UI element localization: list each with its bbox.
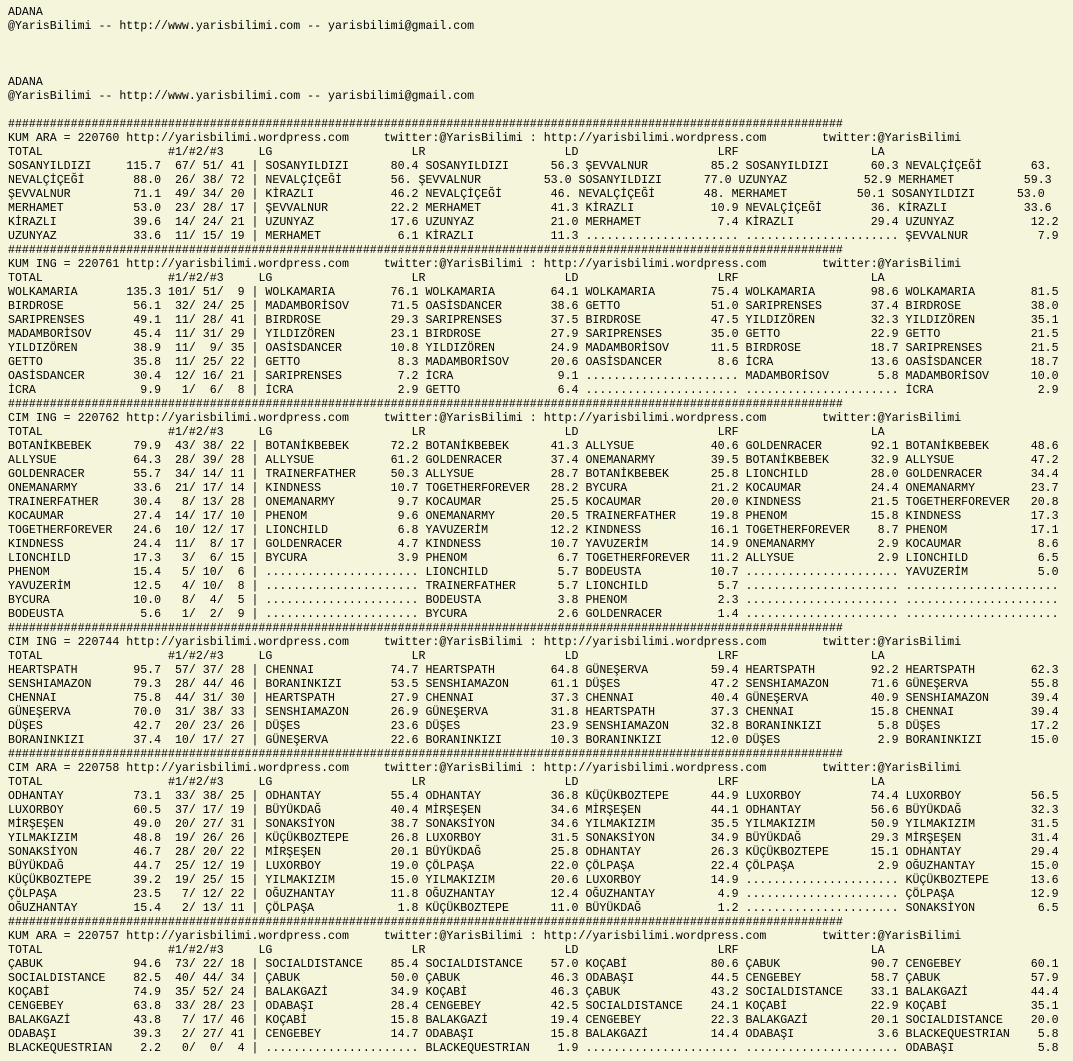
text-line: BÜYÜKDAĞ 44.7 25/ 12/ 19 | LUXORBOY 19.0 ÇÖLPAŞA 22.0 ÇÖLPAŞA 22.4 ÇÖLPAŞA 2.9 OĞUZHANTAY 15.0 <box>8 860 1059 873</box>
text-line: ######################################################################################################################## <box>8 916 843 929</box>
text-line: SOCIALDISTANCE 82.5 40/ 44/ 34 | ÇABUK 50.0 ÇABUK 46.3 ODABAŞI 44.5 CENGEBEY 58.7 ÇABUK 57.9 <box>8 972 1059 985</box>
text-line: HEARTSPATH 95.7 57/ 37/ 28 | CHENNAI 74.7 HEARTSPATH 64.8 GÜNEŞERVA 59.4 HEARTSPATH 92.2 HEARTSPATH 62.3 <box>8 664 1059 677</box>
text-line: CIM ING = 220762 http://yarisbilimi.wordpress.com twitter:@YarisBilimi : http://yarisbilimi.wordpress.com twitter:@YarisBilimi <box>8 412 962 425</box>
text-line: TOTAL #1/#2/#3 LG LR LD LRF LA <box>8 272 885 285</box>
text-line: LIONCHILD 17.3 3/ 6/ 15 | BYCURA 3.9 PHENOM 6.7 TOGETHERFOREVER 11.2 ALLYSUE 2.9 LIONCHILD 6.5 <box>8 552 1059 565</box>
text-line: PHENOM 15.4 5/ 10/ 6 | ...................... LIONCHILD 5.7 BODEUSTA 10.7 ...................... YAVUZERİM 5.0 <box>8 566 1059 579</box>
text-line: BALAKGAZİ 43.8 7/ 17/ 46 | KOÇABİ 15.8 BALAKGAZİ 19.4 CENGEBEY 22.3 BALAKGAZİ 20.1 SOCIALDISTANCE 20.0 <box>8 1014 1059 1027</box>
text-line: GETTO 35.8 11/ 25/ 22 | GETTO 8.3 MADAMBORİSOV 20.6 OASİSDANCER 8.6 İCRA 13.6 OASİSDANCER 18.7 <box>8 356 1059 369</box>
text-line: ALLYSUE 64.3 28/ 39/ 28 | ALLYSUE 61.2 GOLDENRACER 37.4 ONEMANARMY 39.5 BOTANİKBEBEK 32.9 ALLYSUE 47.2 <box>8 454 1059 467</box>
text-line: ŞEVVALNUR 71.1 49/ 34/ 20 | KİRAZLI 46.2 NEVALÇİÇEĞİ 46. NEVALÇİÇEĞİ 48. MERHAMET 50.1 SOSANYILDIZI 53.0 <box>8 188 1045 201</box>
text-line: SOSANYILDIZI 115.7 67/ 51/ 41 | SOSANYILDIZI 80.4 SOSANYILDIZI 56.3 ŞEVVALNUR 85.2 SOSANYILDIZI 60.3 NEVALÇİÇEĞİ 63. <box>8 160 1052 173</box>
text-line: CIM ING = 220744 http://yarisbilimi.wordpress.com twitter:@YarisBilimi : http://yarisbilimi.wordpress.com twitter:@YarisBilimi <box>8 636 962 649</box>
text-line: ODABAŞI 39.3 2/ 27/ 41 | CENGEBEY 14.7 ODABAŞI 15.8 BALAKGAZİ 14.4 ODABAŞI 3.6 BLACKEQUESTRIAN 5.8 <box>8 1028 1059 1041</box>
text-line: CIM ARA = 220758 http://yarisbilimi.wordpress.com twitter:@YarisBilimi : http://yarisbilimi.wordpress.com twitter:@YarisBilimi <box>8 762 962 775</box>
text-line: ######################################################################################################################## <box>8 748 843 761</box>
text-line: YILDIZÖREN 38.9 11/ 9/ 35 | OASİSDANCER 10.8 YILDIZÖREN 24.9 MADAMBORİSOV 11.5 BIRDROSE 18.7 SARIPRENSES 21.5 <box>8 342 1059 355</box>
text-line: YILMAKIZIM 48.8 19/ 26/ 26 | KÜÇÜKBOZTEPE 26.8 LUXORBOY 31.5 SONAKSİYON 34.9 BÜYÜKDAĞ 29.3 MİRŞEŞEN 31.4 <box>8 832 1059 845</box>
text-line: TOTAL #1/#2/#3 LG LR LD LRF LA <box>8 944 885 957</box>
text-line: TRAINERFATHER 30.4 8/ 13/ 28 | ONEMANARMY 9.7 KOCAUMAR 25.5 KOCAUMAR 20.0 KINDNESS 21.5 TOGETHERFOREVER 20.8 <box>8 496 1059 509</box>
text-line: KOCAUMAR 27.4 14/ 17/ 10 | PHENOM 9.6 ONEMANARMY 20.5 TRAINERFATHER 19.8 PHENOM 15.8 KINDNESS 17.3 <box>8 510 1059 523</box>
text-line: MERHAMET 53.0 23/ 28/ 17 | ŞEVVALNUR 22.2 MERHAMET 41.3 KİRAZLI 10.9 NEVALÇİÇEĞİ 36. KİRAZLI 33.6 <box>8 202 1052 215</box>
text-line <box>8 62 1059 76</box>
text-line: @YarisBilimi -- http://www.yarisbilimi.com -- yarisbilimi@gmail.com <box>8 90 475 103</box>
text-line: UZUNYAZ 33.6 11/ 15/ 19 | MERHAMET 6.1 KİRAZLI 11.3 ...................... ...................... ŞEVVALNUR 7.9 <box>8 230 1059 243</box>
text-line: ADANA <box>8 6 43 19</box>
text-line: GÜNEŞERVA 70.0 31/ 38/ 33 | SENSHIAMAZON 26.9 GÜNEŞERVA 31.8 HEARTSPATH 37.3 CHENNAI 15.8 CHENNAI 39.4 <box>8 706 1059 719</box>
text-line: ######################################################################################################################## <box>8 398 843 411</box>
text-line: KÜÇÜKBOZTEPE 39.2 19/ 25/ 15 | YILMAKIZIM 15.0 YILMAKIZIM 20.6 LUXORBOY 14.9 ...................... KÜÇÜKBOZTEPE 13.6 <box>8 874 1059 887</box>
text-line: ONEMANARMY 33.6 21/ 17/ 14 | KINDNESS 10.7 TOGETHERFOREVER 28.2 BYCURA 21.2 KOCAUMAR 24.4 ONEMANARMY 23.7 <box>8 482 1059 495</box>
text-line: TOTAL #1/#2/#3 LG LR LD LRF LA <box>8 776 885 789</box>
text-line: BODEUSTA 5.6 1/ 2/ 9 | ...................... BYCURA 2.6 GOLDENRACER 1.4 ...................... ...................... <box>8 608 1059 621</box>
text-line: İCRA 9.9 1/ 6/ 8 | İCRA 2.9 GETTO 6.4 ...................... ...................... İCRA 2.9 <box>8 384 1059 397</box>
text-line: TOTAL #1/#2/#3 LG LR LD LRF LA <box>8 650 885 663</box>
text-line <box>8 48 1059 62</box>
text-line: KINDNESS 24.4 11/ 8/ 17 | GOLDENRACER 4.7 KINDNESS 10.7 YAVUZERİM 14.9 ONEMANARMY 2.9 KOCAUMAR 8.6 <box>8 538 1059 551</box>
text-line: OASİSDANCER 30.4 12/ 16/ 21 | SARIPRENSES 7.2 İCRA 9.1 ...................... MADAMBORİSOV 5.8 MADAMBORİSOV 10.0 <box>8 370 1059 383</box>
text-line: KUM ING = 220761 http://yarisbilimi.wordpress.com twitter:@YarisBilimi : http://yarisbilimi.wordpress.com twitter:@YarisBilimi <box>8 258 962 271</box>
text-line: TOTAL #1/#2/#3 LG LR LD LRF LA <box>8 146 885 159</box>
text-line: SONAKSİYON 46.7 28/ 20/ 22 | MİRŞEŞEN 20.1 BÜYÜKDAĞ 25.8 ODHANTAY 26.3 KÜÇÜKBOZTEPE 15.1 ODHANTAY 29.4 <box>8 846 1059 859</box>
text-line: LUXORBOY 60.5 37/ 17/ 19 | BÜYÜKDAĞ 40.4 MİRŞEŞEN 34.6 MİRŞEŞEN 44.1 ODHANTAY 56.6 BÜYÜKDAĞ 32.3 <box>8 804 1059 817</box>
text-line: SENSHIAMAZON 79.3 28/ 44/ 46 | BORANINKIZI 53.5 SENSHIAMAZON 61.1 DÜŞES 47.2 SENSHIAMAZON 71.6 GÜNEŞERVA 55.8 <box>8 678 1059 691</box>
text-line: CENGEBEY 63.8 33/ 28/ 23 | ODABAŞI 28.4 CENGEBEY 42.5 SOCIALDISTANCE 24.1 KOÇABİ 22.9 KOÇABİ 35.1 <box>8 1000 1059 1013</box>
text-line <box>8 104 1059 118</box>
text-line: ######################################################################################################################## <box>8 244 843 257</box>
text-line: ÇABUK 94.6 73/ 22/ 18 | SOCIALDISTANCE 85.4 SOCIALDISTANCE 57.0 KOÇABİ 80.6 ÇABUK 90.7 CENGEBEY 60.1 <box>8 958 1059 971</box>
text-line: SARIPRENSES 49.1 11/ 28/ 41 | BIRDROSE 29.3 SARIPRENSES 37.5 BIRDROSE 47.5 YILDIZÖREN 32.3 YILDIZÖREN 35.1 <box>8 314 1059 327</box>
text-line: ######################################################################################################################## <box>8 622 843 635</box>
text-line: GOLDENRACER 55.7 34/ 14/ 11 | TRAINERFATHER 50.3 ALLYSUE 28.7 BOTANİKBEBEK 25.8 LIONCHILD 28.0 GOLDENRACER 34.4 <box>8 468 1059 481</box>
text-line: BYCURA 10.0 8/ 4/ 5 | ...................... BODEUSTA 3.8 PHENOM 2.3 ...................... ...................... <box>8 594 1059 607</box>
text-line: NEVALÇİÇEĞİ 88.0 26/ 38/ 72 | NEVALÇİÇEĞİ 56. ŞEVVALNUR 53.0 SOSANYILDIZI 77.0 UZUNYAZ 52.9 MERHAMET 59.3 <box>8 174 1052 187</box>
text-line: BIRDROSE 56.1 32/ 24/ 25 | MADAMBORİSOV 71.5 OASİSDANCER 38.6 GETTO 51.0 SARIPRENSES 37.4 BIRDROSE 38.0 <box>8 300 1059 313</box>
text-line: ADANA <box>8 76 43 89</box>
race-analysis-text <box>8 6 1059 1056</box>
text-line: BOTANİKBEBEK 79.9 43/ 38/ 22 | BOTANİKBEBEK 72.2 BOTANİKBEBEK 41.3 ALLYSUE 40.6 GOLDENRACER 92.1 BOTANİKBEBEK 48.6 <box>8 440 1059 453</box>
text-line: YAVUZERİM 12.5 4/ 10/ 8 | ...................... TRAINERFATHER 5.7 LIONCHILD 5.7 ...................... ...................... <box>8 580 1059 593</box>
text-line: BORANINKIZI 37.4 10/ 17/ 27 | GÜNEŞERVA 22.6 BORANINKIZI 10.3 BORANINKIZI 12.0 DÜŞES 2.9 BORANINKIZI 15.0 <box>8 734 1059 747</box>
text-line <box>8 34 1059 48</box>
text-line: TOGETHERFOREVER 24.6 10/ 12/ 17 | LIONCHILD 6.8 YAVUZERİM 12.2 KINDNESS 16.1 TOGETHERFOREVER 8.7 PHENOM 17.1 <box>8 524 1059 537</box>
text-line: BLACKEQUESTRIAN 2.2 0/ 0/ 4 | ...................... BLACKEQUESTRIAN 1.9 ...................... ...................... ODABAŞI 5.8 <box>8 1042 1059 1055</box>
text-line: TOTAL #1/#2/#3 LG LR LD LRF LA <box>8 426 885 439</box>
text-line: MİRŞEŞEN 49.0 20/ 27/ 31 | SONAKSİYON 38.7 SONAKSİYON 34.6 YILMAKIZIM 35.5 YILMAKIZIM 50.9 YILMAKIZIM 31.5 <box>8 818 1059 831</box>
text-line: WOLKAMARIA 135.3 101/ 51/ 9 | WOLKAMARIA 76.1 WOLKAMARIA 64.1 WOLKAMARIA 75.4 WOLKAMARIA 98.6 WOLKAMARIA 81.5 <box>8 286 1059 299</box>
text-line: CHENNAI 75.8 44/ 31/ 30 | HEARTSPATH 27.9 CHENNAI 37.3 CHENNAI 40.4 GÜNEŞERVA 40.9 SENSHIAMAZON 39.4 <box>8 692 1059 705</box>
text-line: KİRAZLI 39.6 14/ 24/ 21 | UZUNYAZ 17.6 UZUNYAZ 21.0 MERHAMET 7.4 KİRAZLI 29.4 UZUNYAZ 12.2 <box>8 216 1059 229</box>
text-line: DÜŞES 42.7 20/ 23/ 26 | DÜŞES 23.6 DÜŞES 23.9 SENSHIAMAZON 32.8 BORANINKIZI 5.8 DÜŞES 17.2 <box>8 720 1059 733</box>
text-line: KOÇABİ 74.9 35/ 52/ 24 | BALAKGAZİ 34.9 KOÇABİ 46.3 ÇABUK 43.2 SOCIALDISTANCE 33.1 BALAKGAZİ 44.4 <box>8 986 1059 999</box>
text-line: ######################################################################################################################## <box>8 118 843 131</box>
text-line: ODHANTAY 73.1 33/ 38/ 25 | ODHANTAY 55.4 ODHANTAY 36.8 KÜÇÜKBOZTEPE 44.9 LUXORBOY 74.4 LUXORBOY 56.5 <box>8 790 1059 803</box>
text-line: KUM ARA = 220760 http://yarisbilimi.wordpress.com twitter:@YarisBilimi : http://yarisbilimi.wordpress.com twitter:@YarisBilimi <box>8 132 962 145</box>
text-line: MADAMBORİSOV 45.4 11/ 31/ 29 | YILDIZÖREN 23.1 BIRDROSE 27.9 SARIPRENSES 35.0 GETTO 22.9 GETTO 21.5 <box>8 328 1059 341</box>
text-line: OĞUZHANTAY 15.4 2/ 13/ 11 | ÇÖLPAŞA 1.8 KÜÇÜKBOZTEPE 11.0 BÜYÜKDAĞ 1.2 ...................... SONAKSİYON 6.5 <box>8 902 1059 915</box>
text-line: ÇÖLPAŞA 23.5 7/ 12/ 22 | OĞUZHANTAY 11.8 OĞUZHANTAY 12.4 OĞUZHANTAY 4.9 ...................... ÇÖLPAŞA 12.9 <box>8 888 1059 901</box>
text-line: @YarisBilimi -- http://www.yarisbilimi.com -- yarisbilimi@gmail.com <box>8 20 475 33</box>
text-line: KUM ARA = 220757 http://yarisbilimi.wordpress.com twitter:@YarisBilimi : http://yarisbilimi.wordpress.com twitter:@YarisBilimi <box>8 930 962 943</box>
